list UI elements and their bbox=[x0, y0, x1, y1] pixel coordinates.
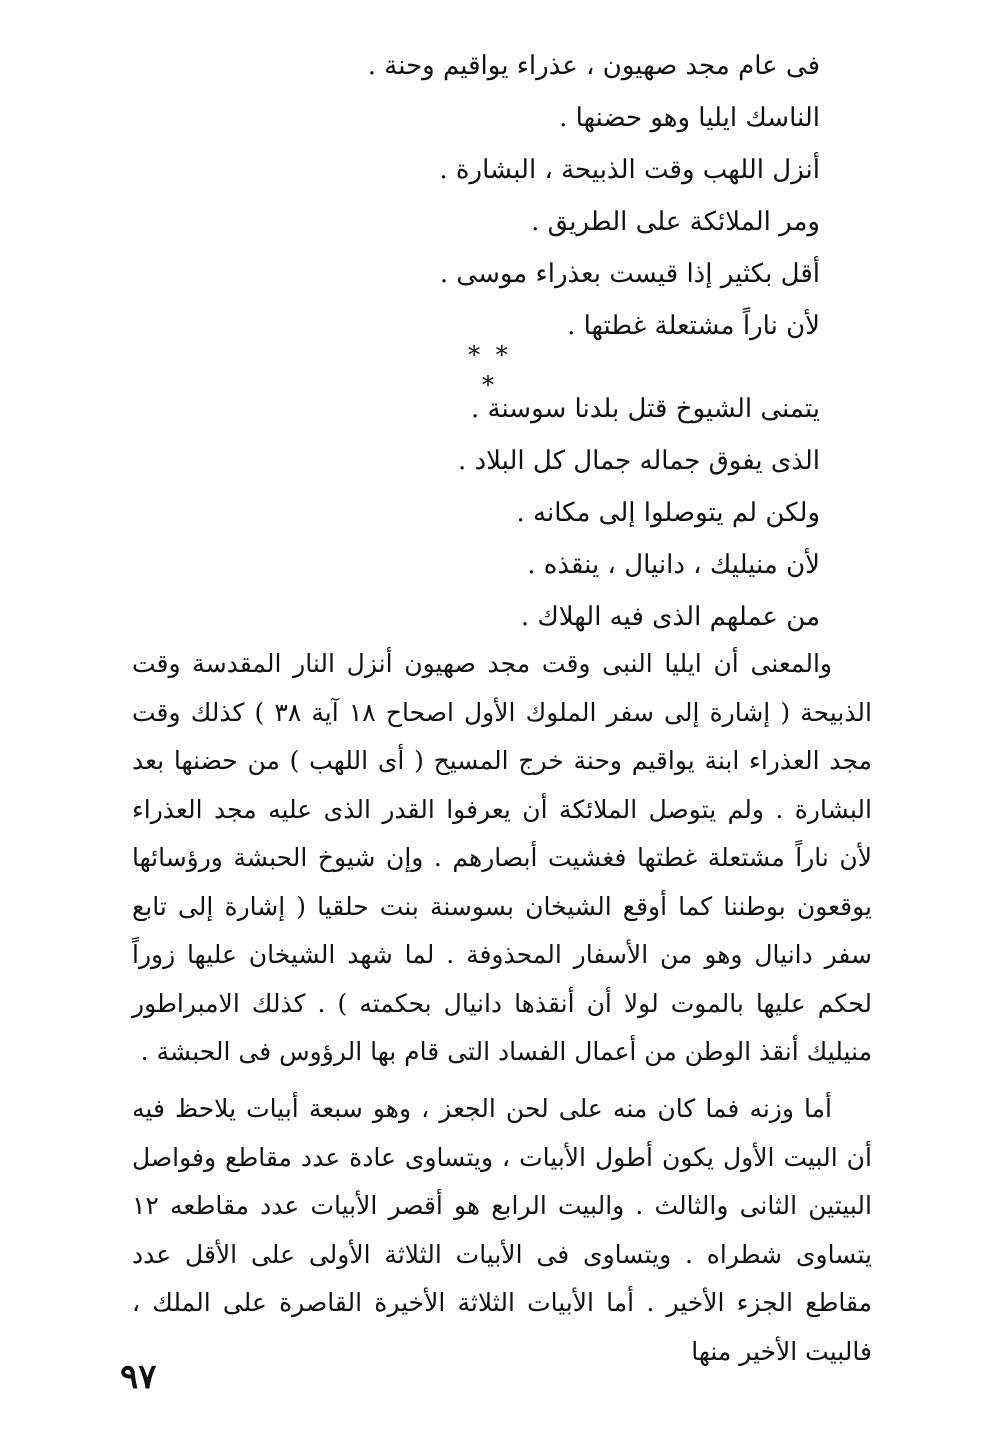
verse-line: من عملهم الذى فيه الهلاك . bbox=[520, 602, 820, 632]
verse-line: الذى يفوق جماله جمال كل البلاد . bbox=[458, 446, 820, 476]
verse-line: يتمنى الشيوخ قتل بلدنا سوسنة . bbox=[470, 394, 820, 424]
verse-line: ولكن لم يتوصلوا إلى مكانه . bbox=[516, 498, 820, 528]
meter-paragraph bbox=[132, 1085, 872, 1376]
page-number: ٩٧ bbox=[120, 1357, 157, 1397]
paragraph-text: أما وزنه فما كان منه على لحن الجعز ، وهو سبعة أبيات يلاحظ فيه أن البيت الأول يكون أطول الأبيات ، ويتساوى عادة عدد مقاطع وفواصل البيتين الثانى والثالث . والبيت الرابع هو أقصر الأبيات عدد مقاطعه ١٢ يتساوى شطراه . ويتساوى فى الأبيات الثلاثة الأولى على الأقل عدد مقاطع الجزء الأخير . أما الأبيات الثلاثة الأخيرة القاصرة على الملك ، فالبيت الأخير منها bbox=[132, 1094, 872, 1366]
stanza-separator: * * * bbox=[468, 341, 512, 399]
verse-line: لأن ناراً مشتعلة غطتها . bbox=[567, 311, 820, 341]
verse-line: ومر الملائكة على الطريق . bbox=[531, 207, 820, 237]
poem-stanza-2 bbox=[260, 383, 820, 643]
verse-line: أقل بكثير إذا قيست بعذراء موسى . bbox=[439, 259, 820, 289]
verse-line: الناسك ايليا وهو حضنها . bbox=[559, 103, 820, 133]
commentary-paragraph bbox=[132, 640, 872, 1077]
verse-line: أنزل اللهب وقت الذبيحة ، البشارة . bbox=[439, 155, 820, 185]
verse-line: لأن منيليك ، دانيال ، ينقذه . bbox=[527, 550, 820, 580]
poem-stanza-1 bbox=[260, 40, 820, 352]
verse-line: فى عام مجد صهيون ، عذراء يواقيم وحنة . bbox=[367, 51, 820, 81]
paragraph-text: والمعنى أن ايليا النبى وقت مجد صهيون أنزل النار المقدسة وقت الذبيحة ( إشارة إلى سفر الملوك الأول اصحاح ١٨ آية ٣٨ ) كذلك وقت مجد العذراء ابنة يواقيم وحنة خرج المسيح ( أى اللهب ) من حضنها بعد البشارة . ولم يتوصل الملائكة أن يعرفوا القدر الذى عليه مجد العذراء لأن ناراً مشتعلة غطتها فغشيت أبصارهم . وإن شيوخ الحبشة ورؤسائها يوقعون بوطننا كما أوقع الشيخان بسوسنة بنت حلقيا ( إشارة إلى تابع سفر دانيال وهو من الأسفار المحذوفة . لما شهد الشيخان عليها زوراً لحكم عليها بالموت لولا أن أنقذها دانيال بحكمته ) . كذلك الامبراطور منيليك أنقذ الوطن من أعمال الفساد التى قام بها الرؤوس فى الحبشة . bbox=[132, 649, 872, 1066]
